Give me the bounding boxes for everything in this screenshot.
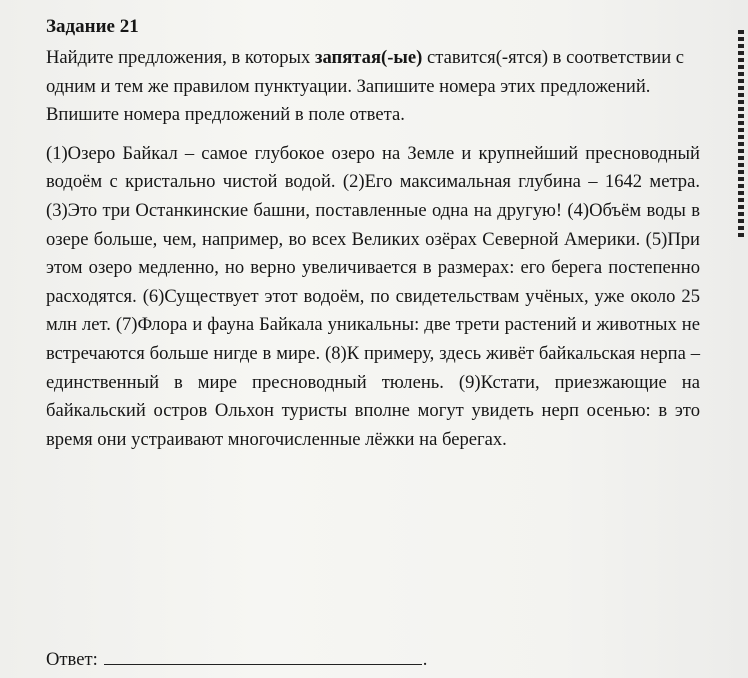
margin-marks xyxy=(738,30,744,240)
task-instruction xyxy=(46,44,700,130)
answer-field[interactable] xyxy=(104,644,422,665)
task-content xyxy=(46,12,700,454)
instruction-text-start: Найдите предложения, в которых xyxy=(46,47,315,68)
answer-label: Ответ: xyxy=(46,649,98,670)
answer-end-mark: . xyxy=(422,649,428,670)
instruction-text-end: ставится(-ятся) в соответствии с одним и тем же правилом пунктуации. Запишите номера этих предложений. Впишите номера предложений в поле ответа. xyxy=(46,47,685,126)
task-title: Задание 21 xyxy=(46,16,139,37)
answer-row xyxy=(46,644,427,674)
reading-passage: (1)Озеро Байкал – самое глубокое озеро на Земле и крупнейший пресноводный водоём с кристально чистой водой. (2)Его максимальная глубина – 1642 метра. (3)Это три Останкинские башни, поставленные одна на другую! (4)Объём воды в озере больше, чем, например, во всех Великих озёрах Северной Америки. (5)При этом озеро медленно, но верно увеличивается в размерах: его берега постепенно расходятся. (6)Существует этот водоём, по свидетельствам учёных, уже около 25 млн лет. (7)Флора и фауна Байкала уникальны: две трети растений и животных не встречаются больше нигде в мире. (8)К примеру, здесь живёт байкальская нерпа – единственный в мире пресноводный тюлень. (9)Кстати, приезжающие на байкальский остров Ольхон туристы вполне могут увидеть нерп осенью: в это время они устраивают многочисленные лёжки на берегах. xyxy=(46,142,700,450)
instruction-bold-term: запятая(-ые) xyxy=(314,47,423,68)
